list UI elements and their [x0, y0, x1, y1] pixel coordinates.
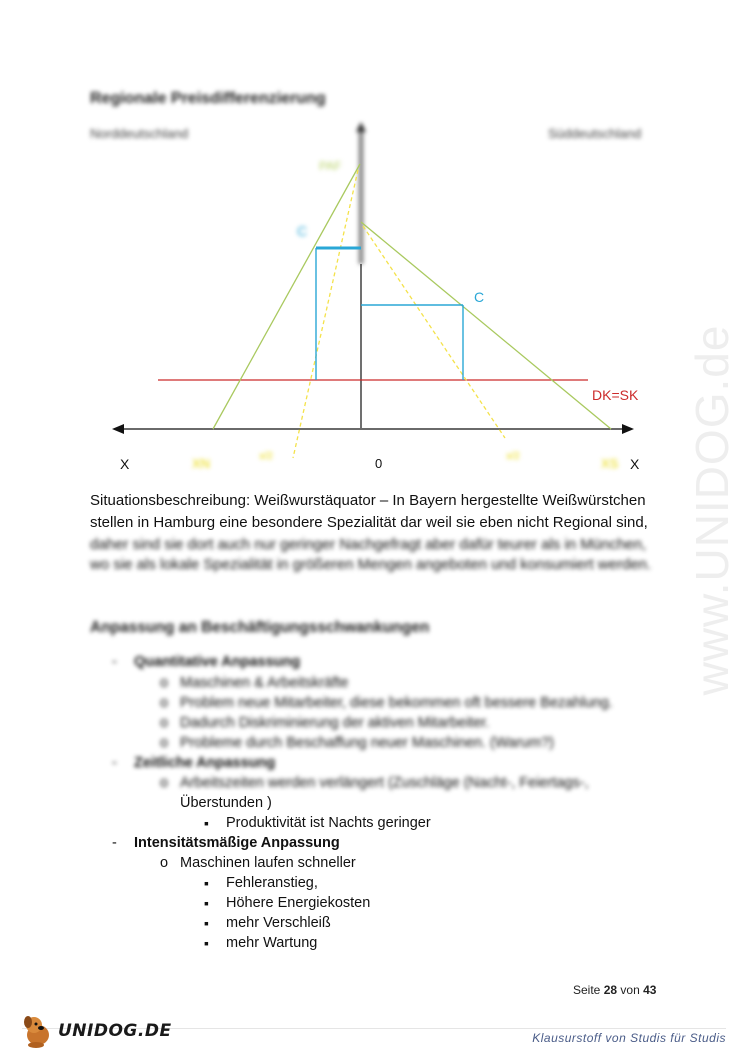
- c-label-north: C: [297, 223, 308, 239]
- paf-label: PAF: [319, 159, 342, 173]
- footer-tagline: Klausurstoff von Studis für Studis: [532, 1031, 726, 1045]
- o-marker: o: [160, 695, 169, 711]
- demand-line-south: [361, 222, 611, 429]
- dk-sk-label: DK=SK: [592, 387, 639, 403]
- left-arrow: [112, 424, 124, 434]
- unidog-logo: [22, 1013, 172, 1049]
- vertical-axis-top: [356, 122, 366, 264]
- situation-line-2: stellen in Hamburg eine besondere Spezialität dar weil sie eben nicht Regional sind,: [90, 514, 648, 531]
- left-region-label: Norddeutschland: [90, 126, 189, 141]
- square-bullet: ▪: [204, 815, 209, 831]
- square-bullet: ▪: [204, 915, 209, 931]
- square-bullet: ▪: [204, 895, 209, 911]
- x-axis-left-label: X: [120, 456, 130, 472]
- watermark: www.UNIDOG.de: [686, 324, 738, 696]
- q-item-1: Maschinen & Arbeitskräfte: [180, 675, 349, 691]
- q-item-2: Problem neue Mitarbeiter, diese bekommen oft bessere Bezahlung.: [180, 695, 613, 711]
- dog-icon: [22, 1013, 62, 1049]
- right-arrow: [622, 424, 634, 434]
- z-sub-item: Produktivität ist Nachts geringer: [226, 815, 431, 831]
- south-price-quantity: [361, 305, 463, 380]
- mr-line-south: [363, 226, 505, 438]
- situation-line-4: wo sie als lokale Spezialität in größeren Mengen angeboten und konsumiert werden.: [90, 556, 652, 573]
- x-axis-right-label: X: [630, 456, 640, 472]
- quantitative-title: Quantitative Anpassung: [134, 654, 301, 670]
- o-marker: o: [160, 675, 169, 691]
- o-marker: o: [160, 855, 169, 871]
- page-number: [573, 983, 656, 997]
- section-title: Regionale Preisdifferenzierung: [90, 90, 326, 107]
- situation-line-1: Situationsbeschreibung: Weißwurstäquator – In Bayern hergestellte Weißwürstchen: [90, 492, 646, 509]
- i-item: Maschinen laufen schneller: [180, 855, 356, 871]
- dash-marker: -: [112, 654, 117, 670]
- dash-marker: -: [112, 755, 117, 771]
- logo-text: UNIDOG.DE: [58, 1021, 172, 1041]
- o-marker: o: [160, 775, 169, 791]
- i-sub-item-4: mehr Wartung: [226, 935, 318, 951]
- z-item-line-2: Überstunden ): [180, 795, 272, 811]
- o-marker: o: [160, 715, 169, 731]
- demand-line-north: [213, 164, 360, 429]
- half-x-right-label: x/2: [506, 451, 520, 462]
- temporal-title: Zeitliche Anpassung: [134, 755, 276, 771]
- q-item-4: Probleme durch Beschaffung neuer Maschinen. (Warum?): [180, 735, 554, 751]
- square-bullet: ▪: [204, 875, 209, 891]
- situation-line-3: daher sind sie dort auch nur geringer Nachgefragt aber dafür teurer als in München,: [90, 536, 647, 553]
- intensity-title: Intensitätsmäßige Anpassung: [134, 835, 340, 851]
- price-discrimination-diagram: [0, 118, 750, 488]
- mr-line-north: [293, 170, 358, 458]
- o-marker: o: [160, 735, 169, 751]
- z-item-line-1: Arbeitszeiten werden verlängert (Zuschläge (Nacht-, Feiertags-,: [180, 775, 589, 791]
- north-price-quantity: [316, 248, 361, 380]
- page-label: Seite: [573, 983, 601, 997]
- dash-marker: -: [112, 835, 117, 851]
- i-sub-item-3: mehr Verschleiß: [226, 915, 331, 931]
- xn-label: XN: [192, 456, 211, 471]
- i-sub-item-1: Fehleranstieg,: [226, 875, 318, 891]
- q-item-3: Dadurch Diskriminierung der aktiven Mitarbeiter.: [180, 715, 490, 731]
- half-x-left-label: x/2: [259, 451, 273, 462]
- page-of-label: von: [620, 983, 640, 997]
- i-sub-item-2: Höhere Energiekosten: [226, 895, 371, 911]
- section2-title: Anpassung an Beschäftigungsschwankungen: [90, 619, 430, 636]
- square-bullet: ▪: [204, 935, 209, 951]
- right-region-label: Süddeutschland: [548, 126, 642, 141]
- c-label-south: C: [474, 289, 485, 305]
- page-total: 43: [643, 983, 657, 997]
- page-current: 28: [603, 983, 618, 997]
- origin-label: 0: [375, 456, 383, 471]
- xs-label: XS: [601, 456, 619, 471]
